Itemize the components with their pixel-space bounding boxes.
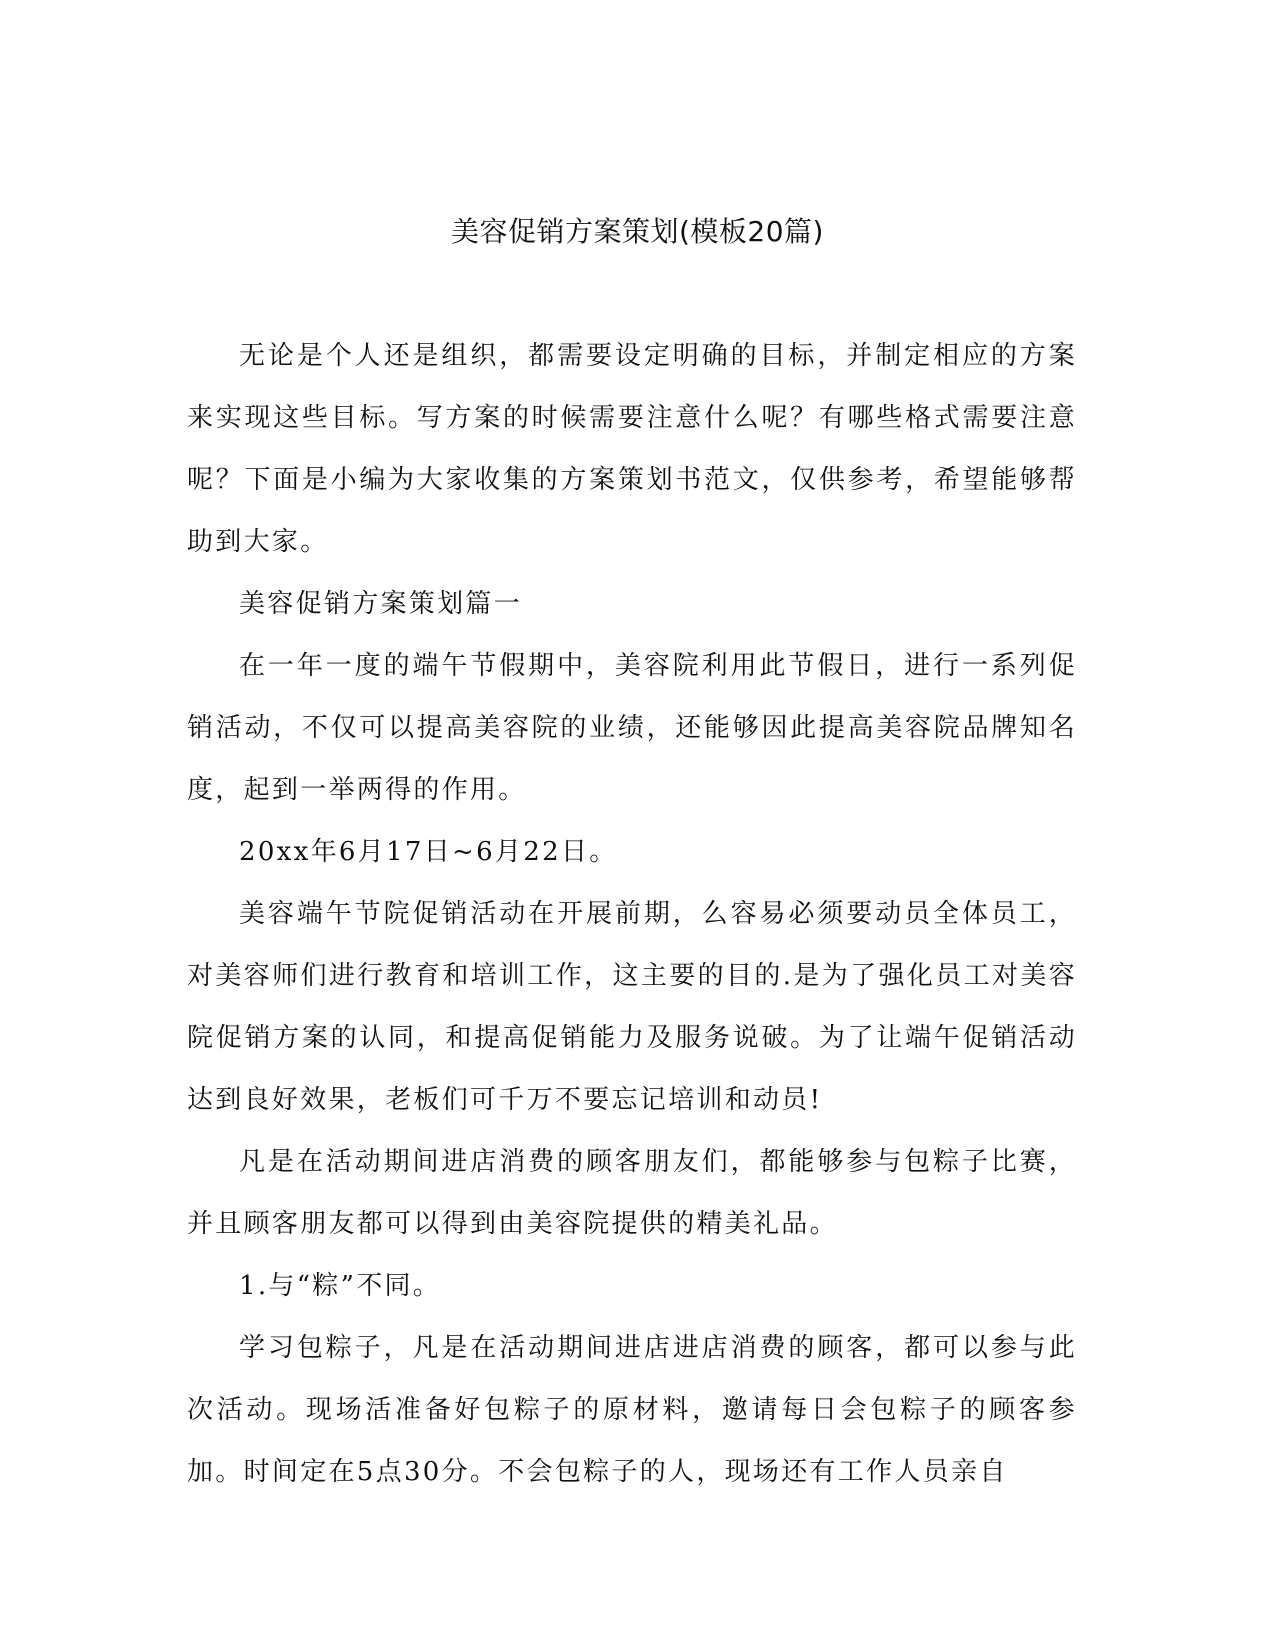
paragraph-date: 20xx年6月17日~6月22日。 bbox=[239, 837, 618, 867]
document-title: 美容促销方案策划(模板20篇) bbox=[451, 215, 824, 248]
list-item-heading: 1.与“粽”不同。 bbox=[239, 1271, 442, 1301]
document-body bbox=[187, 325, 1077, 1503]
section-heading: 美容促销方案策划篇一 bbox=[239, 589, 523, 619]
paragraph: 凡是在活动期间进店消费的顾客朋友们，都能够参与包粽子比赛，并且顾客朋友都可以得到由美容院提供的精美礼品。 bbox=[187, 1147, 1077, 1239]
paragraph: 在一年一度的端午节假期中，美容院利用此节假日，进行一系列促销活动，不仅可以提高美容院的业绩，还能够因此提高美容院品牌知名度，起到一举两得的作用。 bbox=[187, 651, 1077, 805]
paragraph: 学习包粽子，凡是在活动期间进店进店消费的顾客，都可以参与此次活动。现场活准备好包粽子的原材料，邀请每日会包粽子的顾客参加。时间定在5点30分。不会包粽子的人，现场还有工作人员亲自 bbox=[187, 1333, 1077, 1487]
paragraph-intro: 无论是个人还是组织，都需要设定明确的目标，并制定相应的方案来实现这些目标。写方案的时候需要注意什么呢？有哪些格式需要注意呢？下面是小编为大家收集的方案策划书范文，仅供参考，希望能够帮助到大家。 bbox=[187, 341, 1077, 557]
paragraph: 美容端午节院促销活动在开展前期，么容易必须要动员全体员工，对美容师们进行教育和培训工作，这主要的目的.是为了强化员工对美容院促销方案的认同，和提高促销能力及服务说破。为了让端午促销活动达到良好效果，老板们可千万不要忘记培训和动员! bbox=[187, 899, 1077, 1115]
